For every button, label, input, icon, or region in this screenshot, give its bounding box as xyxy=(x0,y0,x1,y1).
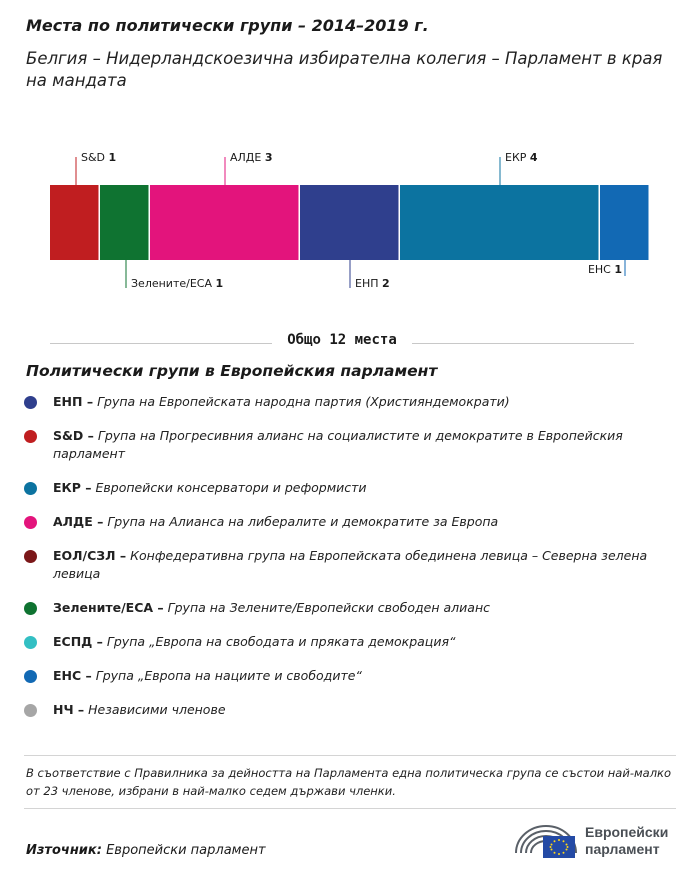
legend-text-efdd xyxy=(53,633,668,651)
legend-code: S&D – xyxy=(53,428,94,443)
bar-label-group: S&D xyxy=(81,151,109,164)
legend-code: НЧ – xyxy=(53,702,85,717)
legend-dot-enf xyxy=(24,670,37,683)
legend-dot-ni xyxy=(24,704,37,717)
legend-text-epp xyxy=(53,393,668,411)
logo-line2: парламент xyxy=(585,841,660,857)
legend-heading: Политически групи в Европейския парламент xyxy=(26,362,438,380)
legend-name: Група на Европейската народна партия (Християндемократи) xyxy=(97,394,510,409)
source-line xyxy=(26,843,266,858)
legend-dot-gue xyxy=(24,550,37,563)
parliament-emblem-icon xyxy=(513,820,579,860)
bar-label-value: 2 xyxy=(382,277,390,290)
legend-code: Зелените/ЕСА – xyxy=(53,600,164,615)
total-seats-row xyxy=(50,332,634,354)
bar-label-value: 4 xyxy=(529,151,538,164)
legend-text-gue xyxy=(53,547,668,583)
legend-name: Група на Прогресивния алианс на социалистите и демократите в Европейския парламент xyxy=(53,428,623,461)
bar-label-5 xyxy=(588,263,622,276)
legend-name: Група на Алианса на либералите и демократите за Европа xyxy=(107,514,499,529)
legend-text-sd xyxy=(53,427,668,463)
bar-label-4 xyxy=(505,151,538,164)
legend-name: Група „Европа на нациите и свободите“ xyxy=(95,668,362,683)
bar-label-value: 3 xyxy=(264,151,273,164)
legend-name: Европейски консерватори и реформисти xyxy=(95,480,367,495)
legend-code: ЕОЛ/СЗЛ – xyxy=(53,548,127,563)
legend-text-ecr xyxy=(53,479,668,497)
legend-dot-greens xyxy=(24,602,37,615)
bar-label-value: 1 xyxy=(614,263,622,276)
legend-dot-sd xyxy=(24,430,37,443)
bar-segment-2 xyxy=(150,185,299,260)
legend-text-greens xyxy=(53,599,668,617)
seat-bar-chart xyxy=(0,140,700,305)
legend-name: Група на Зелените/Европейски свободен алианс xyxy=(167,600,490,615)
legend-code: ЕКР – xyxy=(53,480,92,495)
legend-text-enf xyxy=(53,667,668,685)
bar-segment-3 xyxy=(300,185,399,260)
source-value: Европейски парламент xyxy=(106,843,266,858)
chart-subtitle: Белгия – Нидерландскоезична избирателна колегия – Парламент в края на мандата xyxy=(26,49,663,90)
source-label: Източник: xyxy=(26,843,102,858)
legend-text-alde xyxy=(53,513,668,531)
total-seats-label: Общо 12 места xyxy=(287,332,397,348)
legend-dot-epp xyxy=(24,396,37,409)
total-divider-right xyxy=(412,343,634,344)
chart-title: Места по политически групи – 2014–2019 г. xyxy=(26,16,429,35)
bar-label-group: Зелените/ЕСА xyxy=(131,277,216,290)
bar-segment-4 xyxy=(400,185,599,260)
bar-label-value: 1 xyxy=(215,277,224,290)
bar-label-2 xyxy=(230,151,273,164)
footnote-divider xyxy=(24,755,676,756)
bar-label-group: ЕНС xyxy=(587,263,615,276)
legend-name: Независими членове xyxy=(88,702,226,717)
legend-name: Конфедеративна група на Европейската обединена левица – Северна зелена левица xyxy=(53,548,648,581)
bar-label-group: АЛДЕ xyxy=(230,151,265,164)
legend-code: ЕСПД – xyxy=(53,634,103,649)
bar-label-group: ЕКР xyxy=(505,151,530,164)
legend-code: АЛДЕ – xyxy=(53,514,104,529)
bar-label-3 xyxy=(355,277,390,290)
bar-label-1 xyxy=(131,277,223,290)
legend-name: Група „Европа на свободата и пряката демокрация“ xyxy=(106,634,456,649)
bar-label-0 xyxy=(81,151,116,164)
source-divider xyxy=(24,808,676,809)
bar-label-group: ЕНП xyxy=(355,277,382,290)
logo-text xyxy=(585,824,668,858)
european-parliament-logo xyxy=(513,820,678,862)
bar-label-value: 1 xyxy=(108,151,117,164)
logo-line1: Европейски xyxy=(585,824,669,840)
legend-code: ЕНП – xyxy=(53,394,94,409)
bar-segment-5 xyxy=(600,185,649,260)
legend-dot-alde xyxy=(24,516,37,529)
legend-text-ni xyxy=(53,701,668,719)
bar-segment-1 xyxy=(100,185,149,260)
footnote: В съответствие с Правилника за дейността на Парламента една политическа група се състои най-малко от 23 членове, избрани в най-малко седем държави членки. xyxy=(26,766,672,798)
legend-dot-ecr xyxy=(24,482,37,495)
bar-segment-0 xyxy=(50,185,99,260)
legend-dot-efdd xyxy=(24,636,37,649)
legend-code: ЕНС – xyxy=(53,668,92,683)
